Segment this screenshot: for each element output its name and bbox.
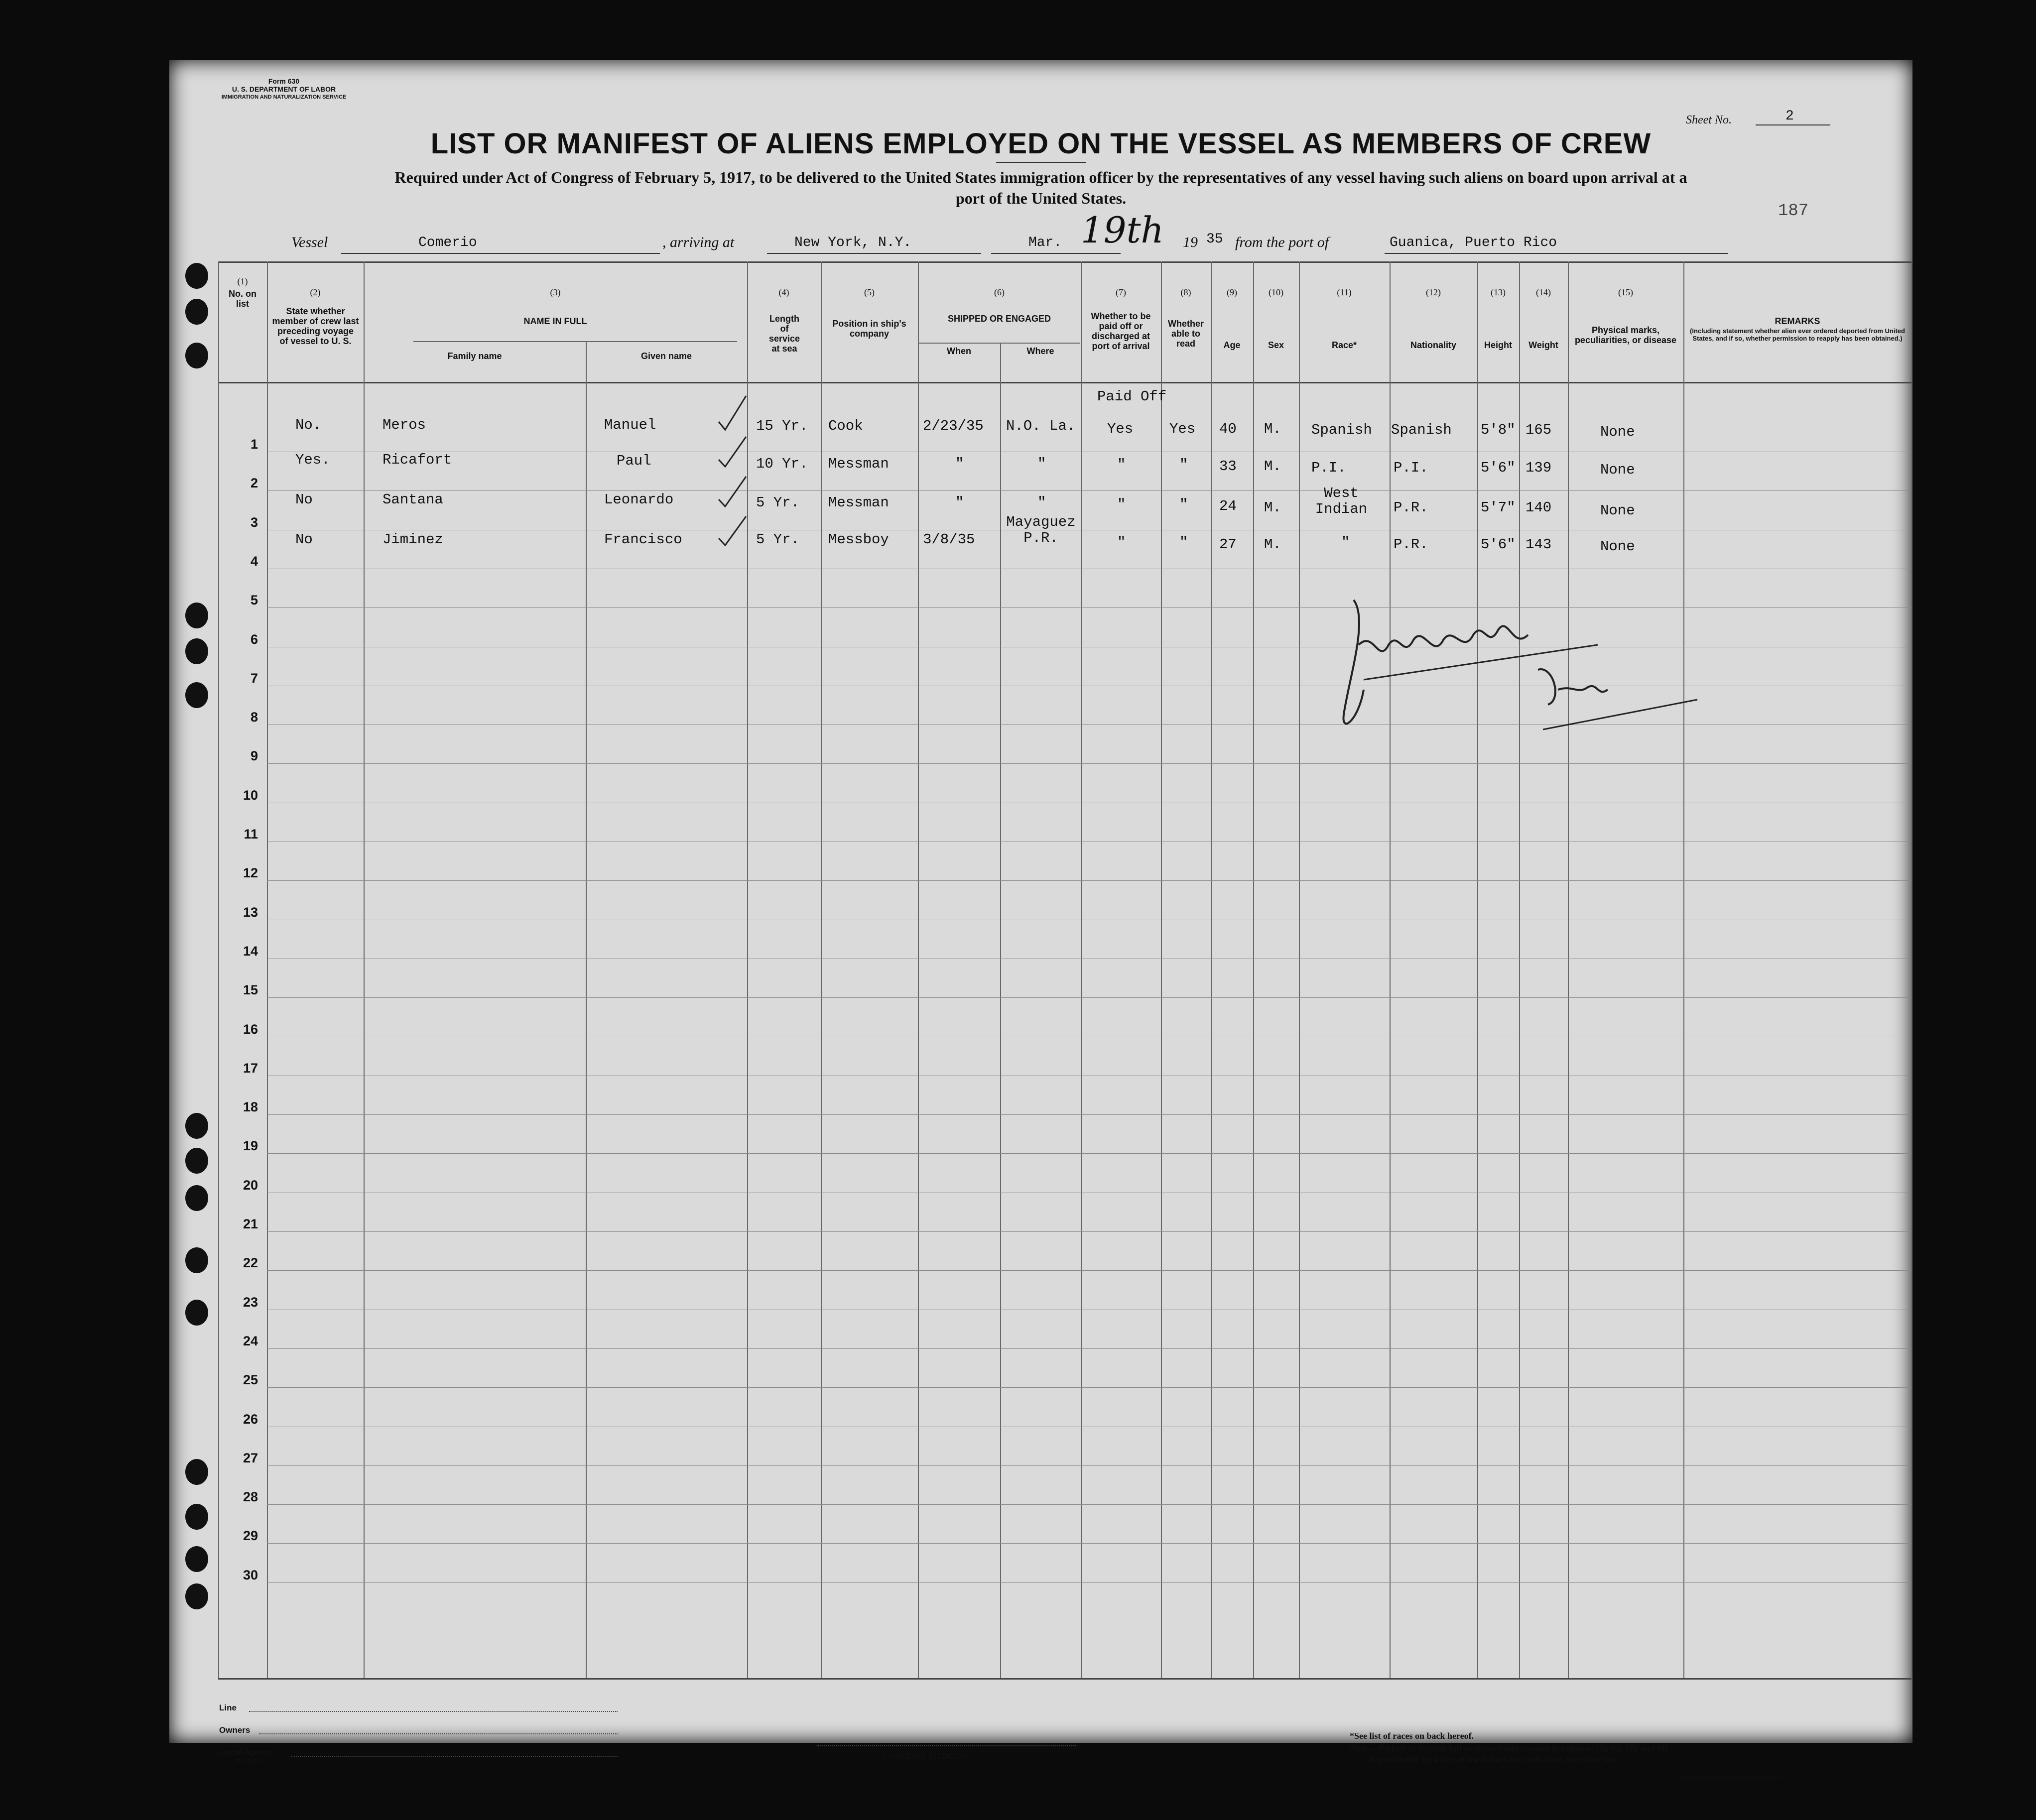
crew-4-given: Francisco [604, 531, 682, 548]
row-number: 26 [243, 1411, 258, 1427]
header-physical: Physical marks, peculiarities, or disease [1574, 325, 1677, 345]
arriving-label: , arriving at [662, 234, 735, 250]
manifest-sheet [169, 60, 1912, 1781]
arriving-value: New York, N.Y. [794, 235, 912, 250]
year-prefix: 19 [1183, 234, 1198, 250]
footer-agents-field[interactable] [291, 1756, 618, 1757]
inspector-label: Immigrant Inspector. [882, 1750, 972, 1761]
year-suffix: 35 [1206, 232, 1223, 247]
crew-2-position: Messman [828, 456, 889, 472]
form-number: Form 630 [268, 77, 300, 85]
col-number: (1) [237, 276, 248, 286]
col-number: (7) [1116, 287, 1126, 297]
row-rule [267, 763, 1911, 764]
crew-3-sex: M. [1264, 499, 1281, 516]
crew-3-read: " [1179, 496, 1188, 513]
col-number: (11) [1337, 287, 1352, 297]
crew-4-age: 27 [1219, 536, 1237, 553]
subtitle [219, 167, 1863, 209]
footer-note-line-2: is punishable by a fine of ten dollars for each alien. See other side. [1370, 1754, 1621, 1764]
col-number: (3) [550, 287, 561, 297]
punch-hole [185, 343, 208, 368]
inspector-signature [1339, 590, 1767, 749]
header-paid-off: Whether to be paid off or discharged at port of arrival [1091, 311, 1151, 351]
crew-4-height: 5'6" [1481, 536, 1516, 553]
crew-3-paid: " [1117, 496, 1126, 513]
crew-4-nationality: P.R. [1394, 536, 1428, 553]
footer-owners-field[interactable] [259, 1733, 618, 1734]
from-port-label: from the port of [1235, 234, 1329, 250]
row-number: 12 [243, 865, 258, 881]
crew-1-age: 40 [1219, 421, 1237, 437]
crew-1-nationality: Spanish [1391, 422, 1452, 438]
col-rule [586, 341, 587, 1678]
crew-2-family: Ricafort [382, 452, 452, 468]
subtitle-line-2: port of the United States. [955, 189, 1127, 207]
row-number: 5 [250, 593, 258, 608]
header-name-in-full: NAME IN FULL [523, 316, 587, 326]
punch-hole [185, 263, 208, 289]
subtitle-line-1: Required under Act of Congress of February 5, 1917, to be delivered to the United States immigration officer by the representatives of any vessel having such aliens on board upon arrival at a [394, 168, 1687, 186]
crew-4-family: Jiminez [382, 531, 443, 548]
crew-1-read: Yes [1169, 421, 1196, 437]
row-number: 27 [243, 1450, 258, 1465]
header-race: Race* [1331, 340, 1357, 350]
crew-1-height: 5'8" [1481, 422, 1516, 438]
header-able-read: Whether able to read [1168, 319, 1204, 349]
row-number: 9 [250, 748, 258, 764]
name-subheader-rule [413, 341, 737, 342]
footer-line-label: Line [219, 1703, 237, 1712]
col-number: (12) [1426, 287, 1441, 297]
page-title: LIST OR MANIFEST OF ALIENS EMPLOYED ON THE VESSEL AS MEMBERS OF CREW [430, 127, 1652, 160]
row-number: 20 [243, 1177, 258, 1193]
punch-hole [185, 1113, 208, 1139]
punch-hole [185, 1459, 208, 1485]
crew-2-service: 10 Yr. [756, 456, 808, 472]
row-number: 22 [243, 1255, 258, 1271]
row-number: 19 [243, 1138, 258, 1154]
col-number: (5) [864, 287, 875, 297]
title-rule [996, 162, 1086, 163]
crew-1-weight: 165 [1526, 422, 1552, 438]
crew-table [218, 261, 1911, 1691]
sheet-no-underline [1756, 124, 1830, 125]
punch-hole [185, 1583, 208, 1609]
punch-hole [185, 1148, 208, 1174]
crew-4-position: Messboy [828, 531, 889, 548]
crew-3-height: 5'7" [1481, 499, 1516, 516]
header-position: Position in ship's company [832, 319, 906, 339]
crew-2-paid: " [1117, 457, 1126, 473]
col-number: (15) [1618, 287, 1633, 297]
arriving-underline [767, 253, 981, 254]
stamp-number: 187 [1778, 202, 1809, 221]
row-number: 7 [250, 670, 258, 686]
footer-line-field[interactable] [249, 1711, 618, 1712]
crew-3-family: Santana [382, 491, 443, 508]
crew-3-physical: None [1600, 502, 1635, 519]
col-number: (6) [994, 287, 1005, 297]
crew-2-race: P.I. [1311, 460, 1346, 476]
footer-note-line-1: Note.—Failure to furnish full or correct information in columns (3), (6), (7), and (8) [1350, 1743, 1668, 1753]
crew-2-prev: Yes. [295, 452, 330, 468]
row-number: 2 [250, 476, 258, 491]
row-number: 13 [243, 904, 258, 920]
crew-4-service: 5 Yr. [756, 531, 800, 548]
crew-2-read: " [1179, 457, 1188, 473]
row-number: 15 [243, 982, 258, 998]
header-no-on-list: No. on list [229, 289, 256, 309]
paid-off-note: Paid Off [1097, 388, 1167, 405]
col-rule [218, 261, 219, 1678]
punch-hole [185, 1504, 208, 1530]
row-number: 24 [243, 1333, 258, 1348]
row-number: 30 [243, 1567, 258, 1582]
crew-4-physical: None [1600, 538, 1635, 555]
row-rule [267, 997, 1911, 998]
crew-2-weight: 139 [1526, 460, 1552, 476]
vessel-underline [341, 253, 660, 254]
punch-hole [185, 682, 208, 708]
crew-3-position: Messman [828, 494, 889, 511]
crew-2-height: 5'6" [1481, 460, 1516, 476]
header-bottom-border [218, 382, 1911, 383]
row-rule [267, 1348, 1911, 1349]
crew-1-where: N.O. La. [1006, 418, 1076, 434]
table-top-border [218, 261, 1911, 263]
sheet-no-value: 2 [1785, 109, 1794, 124]
crew-3-prev: No [295, 491, 313, 508]
row-rule [267, 1153, 1911, 1154]
row-rule [267, 1465, 1911, 1466]
punch-hole [185, 638, 208, 664]
crew-3-nationality: P.R. [1394, 499, 1428, 516]
from-port-value: Guanica, Puerto Rico [1390, 235, 1557, 250]
crew-2-when: " [955, 456, 964, 472]
footer-note-star: *See list of races on back hereof. [1350, 1731, 1474, 1741]
col-number: (13) [1491, 287, 1506, 297]
crew-3-when: " [955, 494, 964, 511]
col-number: (2) [310, 287, 321, 297]
col-rule [1911, 261, 1912, 1678]
crew-1-family: Meros [382, 417, 426, 433]
crew-1-prev: No. [295, 417, 322, 433]
crew-3-service: 5 Yr. [756, 494, 800, 511]
crew-3-age: 24 [1219, 498, 1237, 514]
crew-4-read: " [1179, 534, 1188, 551]
crew-1-service: 15 Yr. [756, 418, 808, 434]
row-rule [267, 1504, 1911, 1505]
col-number: (9) [1227, 287, 1237, 297]
header-shipped: SHIPPED OR ENGAGED [947, 314, 1051, 324]
crew-4-sex: M. [1264, 536, 1281, 553]
crew-1-paid: Yes [1107, 421, 1134, 437]
punch-hole [185, 1185, 208, 1211]
crew-4-race: " [1341, 534, 1350, 551]
header-remarks: REMARKS [1775, 316, 1820, 326]
row-number: 8 [250, 710, 258, 725]
row-rule [267, 1231, 1911, 1232]
row-rule [267, 1270, 1911, 1271]
punch-hole [185, 1546, 208, 1572]
row-number: 14 [243, 943, 258, 959]
crew-3-where: " [1037, 494, 1046, 511]
col-number: (4) [778, 287, 789, 297]
crew-3-given: Leonardo [604, 491, 674, 508]
header-weight: Weight [1528, 340, 1558, 350]
col-number: (8) [1180, 287, 1191, 297]
crew-2-where: " [1037, 456, 1046, 472]
row-number: 17 [243, 1060, 258, 1076]
crew-4-prev: No [295, 531, 313, 548]
footer-agents-label: Local Agents [219, 1748, 272, 1757]
crew-2-physical: None [1600, 462, 1635, 478]
crew-3-weight: 140 [1526, 499, 1552, 516]
crew-4-weight: 143 [1526, 536, 1552, 553]
row-number: 6 [250, 631, 258, 647]
month-value: Mar. [1028, 235, 1062, 250]
header-length-service: Length of service at sea [768, 314, 800, 354]
header-when: When [947, 346, 971, 356]
check-marks [716, 391, 776, 560]
row-number: 21 [243, 1216, 258, 1231]
row-rule [267, 1543, 1911, 1544]
row-rule [267, 490, 1911, 491]
crew-2-sex: M. [1264, 458, 1281, 475]
table-bottom-border [218, 1678, 1911, 1680]
footer-agents-code: 14—1340 [234, 1758, 260, 1765]
row-rule [267, 1387, 1911, 1388]
day-value: 19th [1081, 209, 1164, 251]
crew-2-nationality: P.I. [1394, 460, 1428, 476]
header-given-name: Given name [640, 351, 692, 361]
header-nationality: Nationality [1410, 340, 1456, 350]
from-port-underline [1385, 253, 1728, 254]
inspector-signature-line[interactable] [817, 1745, 1076, 1746]
shipped-subheader-rule [918, 343, 1080, 344]
crew-1-when: 2/23/35 [923, 418, 984, 434]
header-where: Where [1026, 346, 1054, 356]
header-sex: Sex [1268, 340, 1284, 350]
footer-printer: U. S. GOVERNMENT PRINTING OFFICE: 1933 [1673, 1775, 1781, 1781]
header-age: Age [1223, 340, 1241, 350]
crew-1-physical: None [1600, 424, 1635, 440]
crew-1-position: Cook [828, 418, 863, 434]
vessel-value: Comerio [418, 235, 477, 250]
row-number: 18 [243, 1099, 258, 1115]
row-number: 4 [250, 553, 258, 569]
header-member-prev: State whether member of crew last preceding voyage of vessel to U. S. [272, 306, 359, 346]
punch-hole [185, 1247, 208, 1273]
row-number: 25 [243, 1372, 258, 1388]
crew-4-paid: " [1117, 534, 1126, 551]
row-rule [267, 1114, 1911, 1115]
header-remarks-sub: (Including statement whether alien ever ordered deported from United States, and if so, whether permission to reapply has been obtained.) [1690, 327, 1905, 342]
row-number: 3 [250, 514, 258, 530]
crew-2-age: 33 [1219, 458, 1237, 475]
row-number: 16 [243, 1021, 258, 1037]
row-number: 23 [243, 1294, 258, 1310]
row-number: 1 [250, 437, 258, 452]
punch-hole [185, 1300, 208, 1326]
crew-1-race: Spanish [1311, 422, 1372, 438]
row-number: 29 [243, 1528, 258, 1544]
form-department: U. S. DEPARTMENT OF LABOR [232, 85, 336, 93]
row-rule [267, 880, 1911, 881]
crew-1-sex: M. [1264, 421, 1281, 437]
crew-2-given: Paul [617, 453, 651, 469]
form-service: IMMIGRATION AND NATURALIZATION SERVICE [221, 94, 347, 100]
month-underline [991, 253, 1121, 254]
row-number: 10 [243, 787, 258, 803]
header-family-name: Family name [447, 351, 502, 361]
col-number: (10) [1269, 287, 1283, 297]
col-number: (14) [1536, 287, 1551, 297]
crew-1-given: Manuel [604, 417, 656, 433]
punch-hole [185, 603, 208, 628]
crew-3-race: West Indian [1315, 485, 1368, 517]
crew-4-when: 3/8/35 [923, 531, 975, 548]
crew-4-where: Mayaguez P.R. [1006, 514, 1076, 546]
vessel-label: Vessel [291, 234, 328, 250]
row-number: 28 [243, 1489, 258, 1505]
row-number: 11 [244, 827, 258, 842]
sheet-no-label: Sheet No. [1686, 114, 1732, 126]
footer-owners-label: Owners [219, 1725, 251, 1735]
row-rule [267, 1582, 1911, 1583]
punch-hole [185, 299, 208, 325]
header-height: Height [1484, 340, 1512, 350]
form-id [219, 77, 349, 101]
